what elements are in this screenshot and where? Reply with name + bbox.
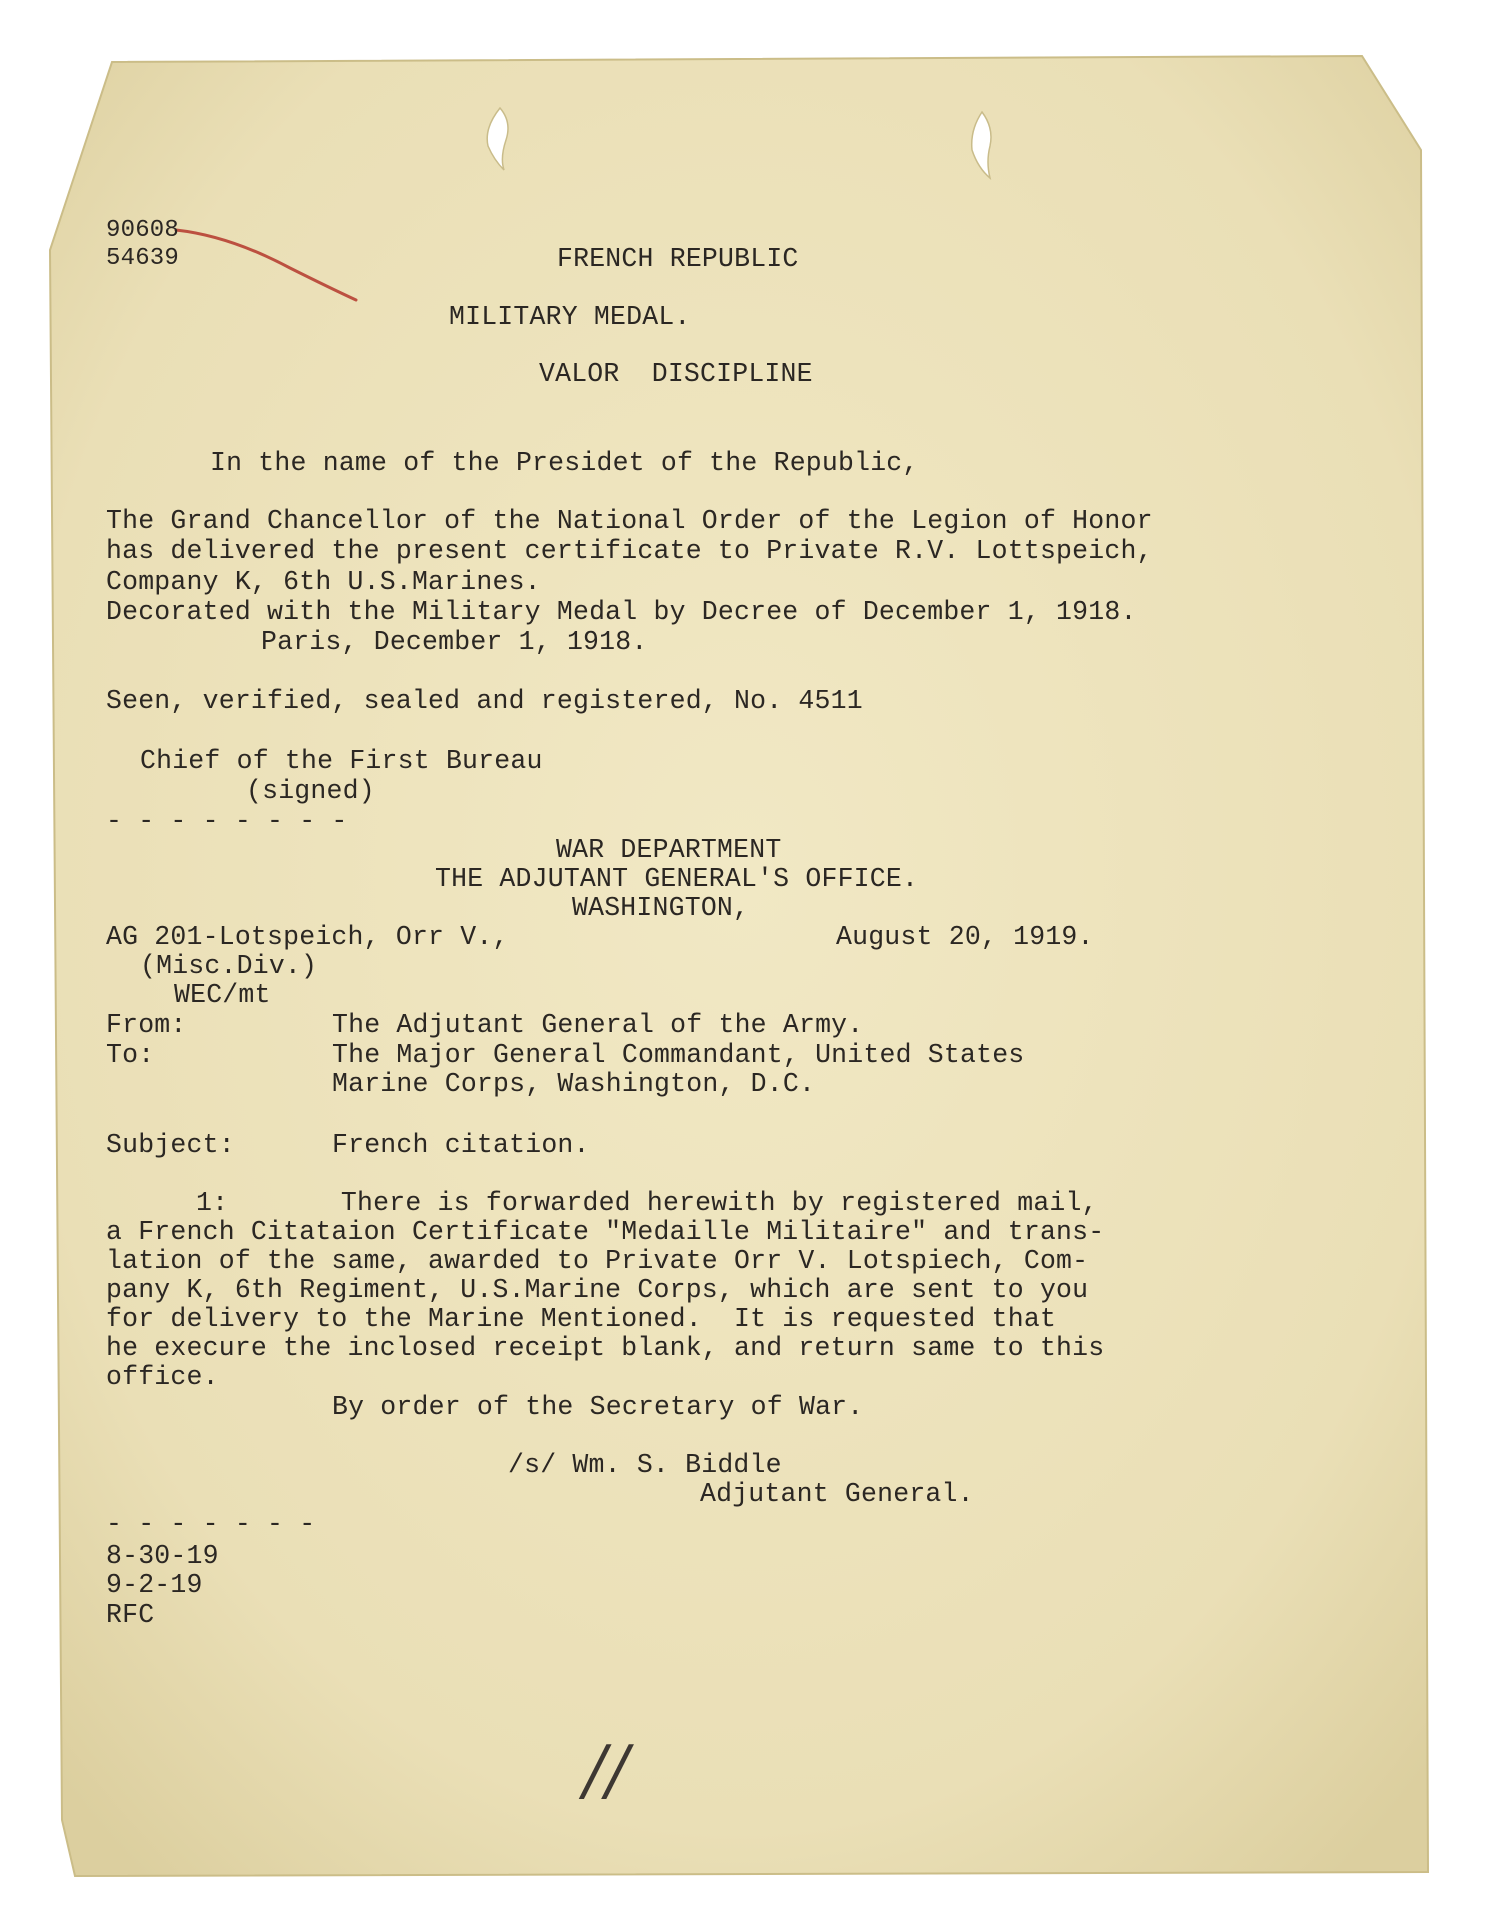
header-motto: VALOR DISCIPLINE bbox=[539, 359, 813, 389]
initials: WEC/mt bbox=[174, 980, 271, 1010]
certificate-place-date: Paris, December 1, 1918. bbox=[261, 627, 648, 657]
pencil-mark: // bbox=[584, 1732, 629, 1809]
to-value: Marine Corps, Washington, D.C. bbox=[332, 1069, 816, 1099]
certificate-line: Company K, 6th U.S.Marines. bbox=[106, 567, 541, 597]
footer-line: 9-2-19 bbox=[106, 1570, 203, 1600]
paragraph-line: 1: There is forwarded herewith by registered mail, bbox=[196, 1188, 1098, 1218]
footer-line: RFC bbox=[106, 1600, 155, 1630]
file-number: 54639 bbox=[106, 245, 180, 272]
certificate-signed-note: (signed) bbox=[246, 776, 375, 806]
closing-line: By order of the Secretary of War. bbox=[332, 1392, 864, 1422]
division: (Misc.Div.) bbox=[140, 951, 318, 981]
letter-date: August 20, 1919. bbox=[836, 922, 1094, 952]
certificate-registration: Seen, verified, sealed and registered, No. 4511 bbox=[106, 686, 863, 716]
from-label: From: bbox=[106, 1010, 187, 1040]
certificate-line: has delivered the present certificate to Private R.V. Lottspeich, bbox=[106, 536, 1153, 566]
header-subtitle: MILITARY MEDAL. bbox=[449, 302, 691, 332]
war-dept-heading: WASHINGTON, bbox=[572, 893, 750, 923]
file-number: 90608 bbox=[106, 217, 180, 244]
reference-number: AG 201-Lotspeich, Orr V., bbox=[106, 922, 509, 952]
certificate-signer-title: Chief of the First Bureau bbox=[140, 746, 543, 776]
paragraph-line: office. bbox=[106, 1362, 219, 1392]
separator: - - - - - - - - bbox=[106, 806, 348, 836]
paragraph-line: pany K, 6th Regiment, U.S.Marine Corps, which are sent to you bbox=[106, 1275, 1089, 1305]
war-dept-heading: WAR DEPARTMENT bbox=[556, 835, 782, 865]
header-title: FRENCH REPUBLIC bbox=[557, 244, 799, 274]
certificate-opening: In the name of the Presidet of the Republic, bbox=[210, 448, 919, 478]
war-dept-heading: THE ADJUTANT GENERAL'S OFFICE. bbox=[435, 864, 919, 894]
paragraph-line: for delivery to the Marine Mentioned. It is requested that bbox=[106, 1304, 1057, 1334]
signature-title: Adjutant General. bbox=[700, 1479, 974, 1509]
subject-value: French citation. bbox=[332, 1130, 590, 1160]
signature: /s/ Wm. S. Biddle bbox=[508, 1450, 782, 1480]
to-value: The Major General Commandant, United States bbox=[332, 1040, 1025, 1070]
to-label: To: bbox=[106, 1040, 155, 1070]
paragraph-line: lation of the same, awarded to Private Orr V. Lotspiech, Com- bbox=[106, 1246, 1089, 1276]
subject-label: Subject: bbox=[106, 1130, 235, 1160]
paragraph-line: he execure the inclosed receipt blank, and return same to this bbox=[106, 1333, 1105, 1363]
paragraph-line: a French Citataion Certificate "Medaille Militaire" and trans- bbox=[106, 1217, 1105, 1247]
separator: - - - - - - - bbox=[106, 1509, 316, 1539]
footer-line: 8-30-19 bbox=[106, 1541, 219, 1571]
certificate-line: The Grand Chancellor of the National Order of the Legion of Honor bbox=[106, 506, 1153, 536]
from-value: The Adjutant General of the Army. bbox=[332, 1010, 864, 1040]
certificate-line: Decorated with the Military Medal by Decree of December 1, 1918. bbox=[106, 597, 1137, 627]
